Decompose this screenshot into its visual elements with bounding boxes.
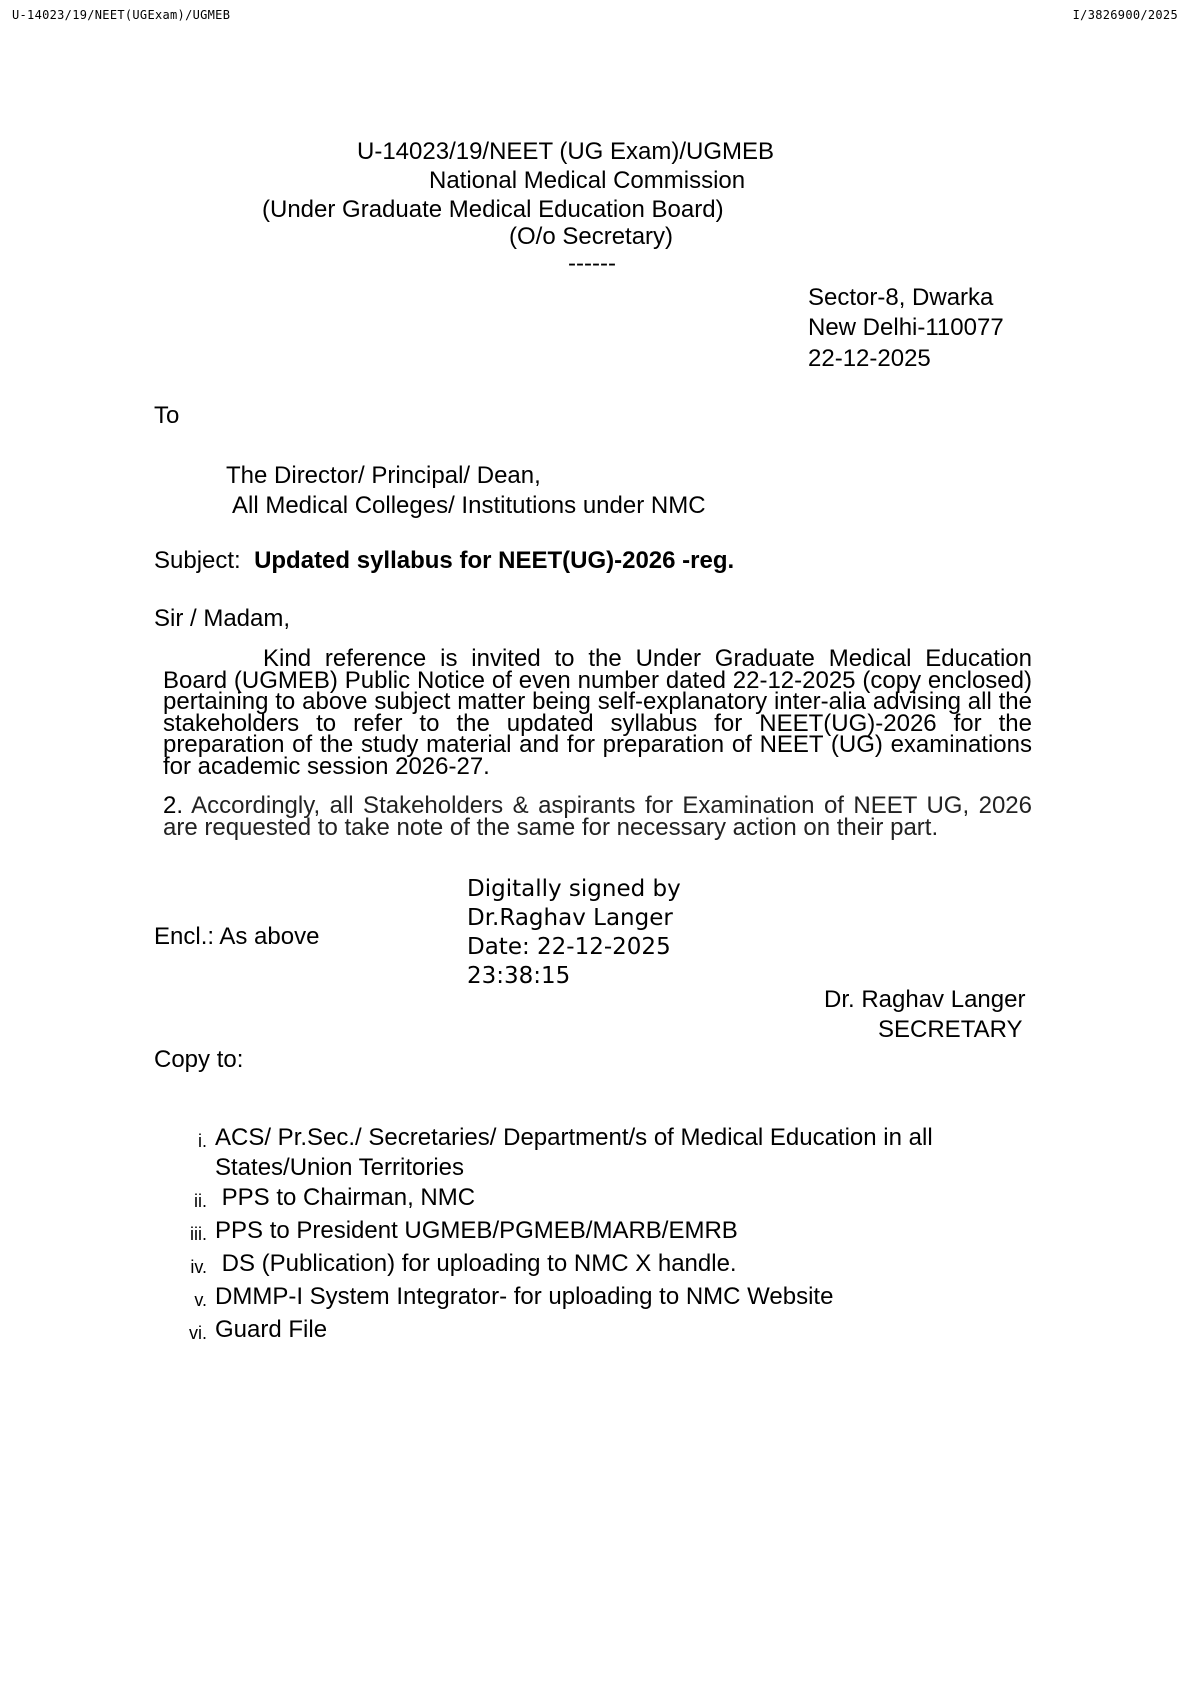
list-item <box>173 1249 1053 1282</box>
list-item-text: DS (Publication) for uploading to NMC X handle. <box>215 1250 737 1277</box>
body-paragraph-2 <box>163 792 1033 841</box>
paragraph-2-text: Accordingly, all Stakeholders & aspirants for Examination of NEET UG, 2026 are requested to take note of the same for necessary action on their part. <box>163 792 1033 841</box>
address-line-2: New Delhi-110077 <box>808 314 1004 341</box>
paragraph-1-text: Kind reference is invited to the Under Graduate Medical Education Board (UGMEB) Public Notice of even number dated 22-12-2025 (copy enclosed) pertaining to above subject matter being self-explanatory inter-alia advising all the stakeholders to refer to the updated syllabus for NEET(UG)-2026 for the preparation of the study material and for preparation of NEET (UG) examinations for academic session 2026-27. <box>163 645 1032 780</box>
list-item-number: iii. <box>190 1224 207 1244</box>
signatory-name: Dr. Raghav Langer <box>824 986 1026 1013</box>
recipient-line-1: The Director/ Principal/ Dean, <box>226 462 541 489</box>
copy-to-label: Copy to: <box>154 1046 244 1073</box>
list-item-text: DMMP-I System Integrator- for uploading to NMC Website <box>215 1283 834 1310</box>
copy-to-list <box>173 1123 1053 1348</box>
signatory-title: SECRETARY <box>878 1016 1023 1043</box>
subject-line <box>154 547 734 575</box>
to-label: To <box>154 402 180 429</box>
salutation: Sir / Madam, <box>154 605 291 632</box>
list-item <box>173 1183 1053 1216</box>
document-id-header: I/3826900/2025 <box>1072 8 1178 22</box>
digital-signature-stamp: Digitally signed by Dr.Raghav Langer Date: 22-12-2025 23:38:15 <box>467 876 681 989</box>
address-line-1: Sector-8, Dwarka <box>808 284 994 311</box>
enclosure-note: Encl.: As above <box>154 923 320 950</box>
list-item <box>173 1282 1053 1315</box>
letter-reference: U-14023/19/NEET (UG Exam)/UGMEB <box>357 138 775 165</box>
paragraph-2-number: 2. <box>163 792 184 819</box>
list-item-text: Guard File <box>215 1316 328 1343</box>
file-reference-header: U-14023/19/NEET(UGExam)/UGMEB <box>12 8 231 22</box>
list-item-text: PPS to Chairman, NMC <box>215 1184 476 1211</box>
list-item-text: PPS to President UGMEB/PGMEB/MARB/EMRB <box>215 1217 738 1244</box>
list-item <box>173 1315 1053 1348</box>
subject-label: Subject: <box>154 547 241 574</box>
letter-date: 22-12-2025 <box>808 345 931 372</box>
list-item <box>173 1123 1053 1183</box>
board-name: (Under Graduate Medical Education Board) <box>262 196 724 223</box>
list-item-number: vi. <box>189 1323 207 1343</box>
list-item-number: v. <box>194 1290 207 1310</box>
letterhead-separator: ------ <box>568 250 616 277</box>
body-paragraph-1 <box>163 645 1032 780</box>
list-item-number: iv. <box>190 1257 207 1277</box>
list-item <box>173 1216 1053 1249</box>
list-item-number: ii. <box>194 1191 207 1211</box>
recipient-line-2: All Medical Colleges/ Institutions under NMC <box>232 492 706 519</box>
list-item-number: i. <box>198 1131 207 1151</box>
organization-name: National Medical Commission <box>429 167 746 194</box>
list-item-text: ACS/ Pr.Sec./ Secretaries/ Department/s of Medical Education in all States/Union Territories <box>215 1124 933 1181</box>
subject-text: Updated syllabus for NEET(UG)-2026 -reg. <box>254 547 735 574</box>
office-name: (O/o Secretary) <box>509 223 674 250</box>
